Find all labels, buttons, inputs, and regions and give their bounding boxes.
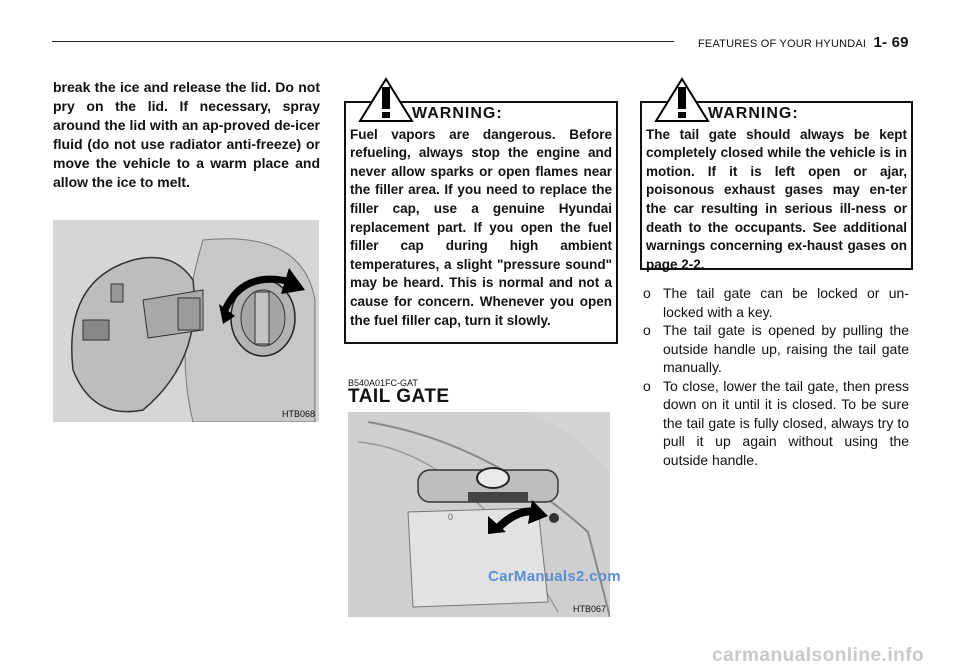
page-number: 1- 69 [873, 34, 909, 51]
photo-label: HTB067 [572, 604, 606, 614]
section-code: B540A01FC-GAT [348, 378, 418, 388]
warning-title: WARNING: [412, 105, 503, 122]
footer-watermark: carmanualsonline.info [712, 645, 925, 666]
warning-body: The tail gate should always be kept completely closed while the vehicle is in motion. If it is left open or ajar, poisonous exhaust gases may en-ter the car resulting in serious ill-ness or death to the occupants. See additional warnings concerning ex-haust gases on page 2-2. [646, 126, 907, 272]
bullet-mark: o [643, 322, 651, 338]
exclamation-triangle-icon [654, 77, 710, 123]
exclamation-triangle-icon [358, 77, 414, 123]
page-header [698, 34, 909, 51]
tail-gate-illustration [348, 412, 610, 617]
section-title: TAIL GATE [348, 386, 450, 407]
fuel-warning-box [344, 101, 618, 344]
fuel-filler-illustration [53, 220, 319, 422]
warning-title: WARNING: [708, 105, 799, 122]
header-section: FEATURES OF YOUR HYUNDAI [698, 38, 867, 50]
tailgate-instructions [643, 284, 909, 469]
bullet-text: To close, lower the tail gate, then press down on it until it is closed. To be sure the tail gate is fully closed, always try to pull it up again without using the outside handle. [663, 377, 909, 468]
list-item [643, 377, 909, 470]
list-item [643, 321, 909, 377]
header-rule [52, 41, 674, 42]
warning-body: Fuel vapors are dangerous. Before refueling, always stop the engine and never allow sparks or open flames near the filler area. If you need to replace the filler cap, use a genuine Hyundai replacement part. If you open the fuel filler cap during high ambient temperatures, a slight "pressure sound" may be heard. This is normal and not a cause for concern. Whenever you open the fuel filler cap, turn it slowly. [350, 126, 612, 328]
bullet-text: The tail gate can be locked or un-locked with a key. [663, 285, 909, 320]
bullet-mark: o [643, 285, 651, 301]
tailgate-warning-box [640, 101, 913, 270]
bullet-text: The tail gate is opened by pulling the outside handle up, raising the tail gate manually. [663, 322, 909, 375]
tail-gate-photo [348, 412, 610, 617]
svg-text:0: 0 [448, 512, 454, 522]
ice-release-paragraph: break the ice and release the lid. Do not pry on the lid. If necessary, spray around the lid with an ap-proved de-icer fluid (do not use radiator anti-freeze) or move the vehicle to a warm place and allow the ice to melt. [53, 79, 320, 190]
bullet-mark: o [643, 377, 651, 394]
photo-label: HTB068 [281, 409, 315, 419]
fuel-filler-photo [53, 220, 319, 422]
list-item [643, 284, 909, 321]
image-watermark: CarManuals2.com [488, 568, 621, 585]
